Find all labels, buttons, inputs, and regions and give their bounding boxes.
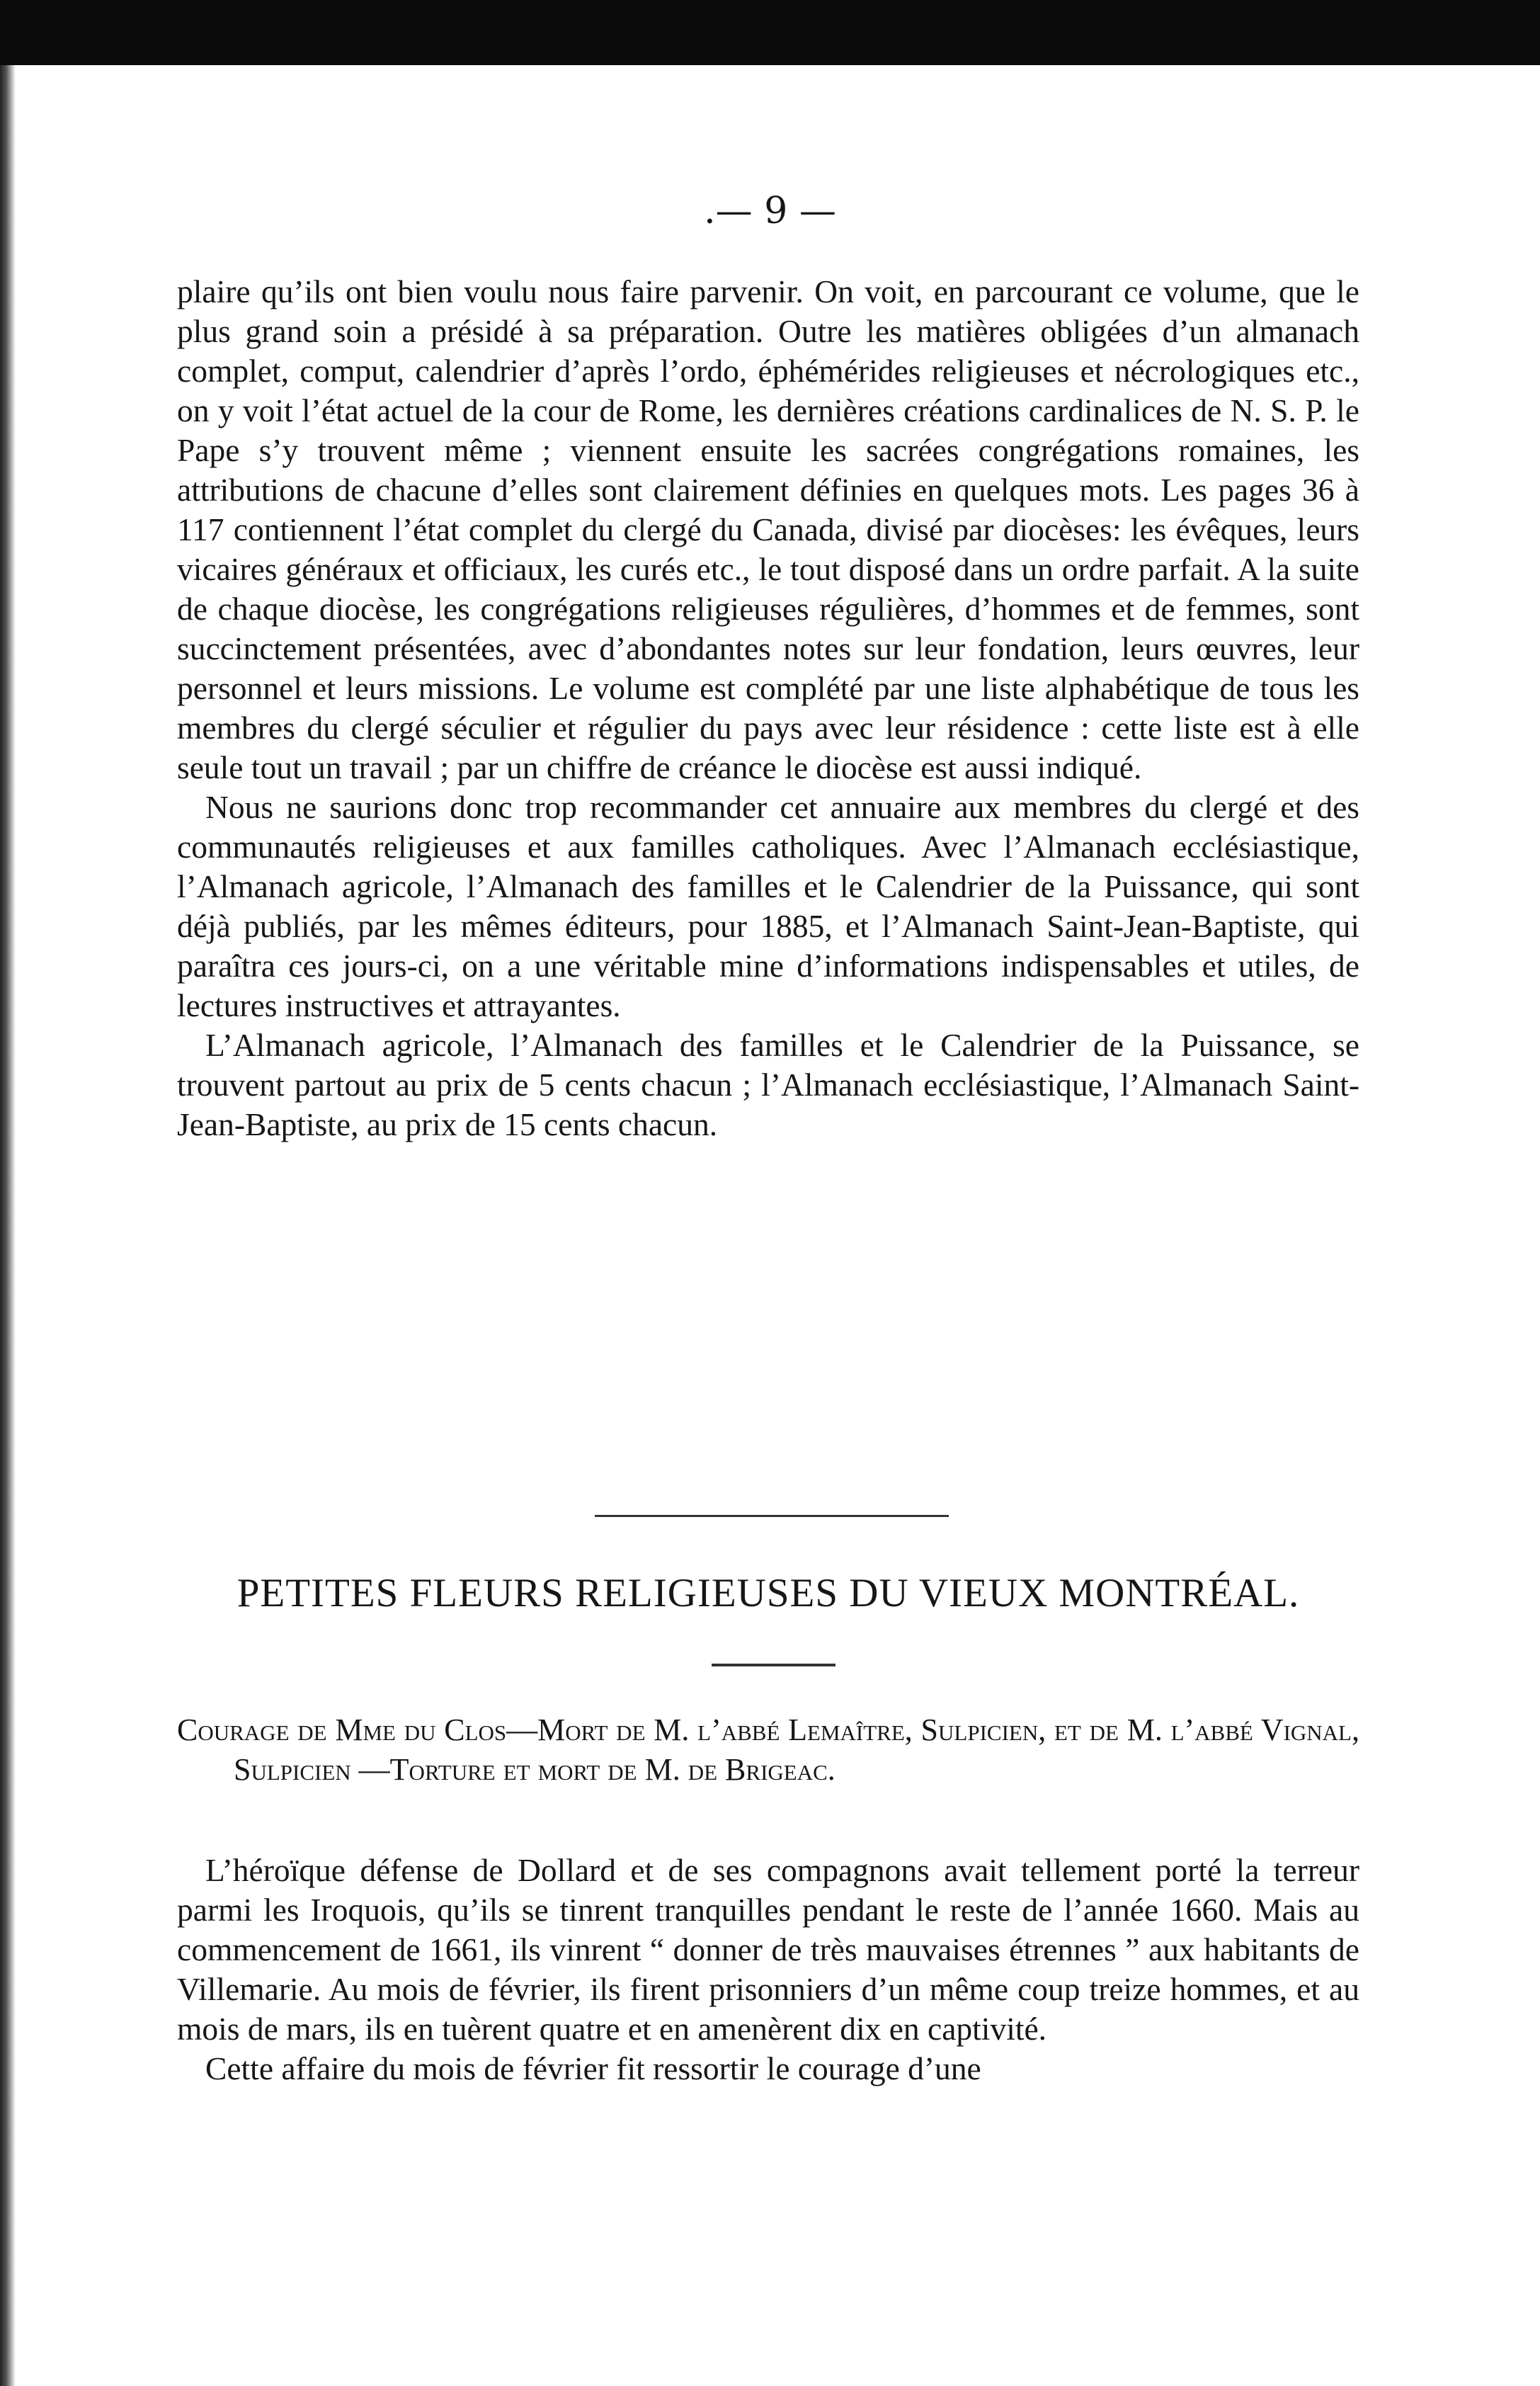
page-number: .— 9 —: [704, 190, 836, 232]
body-paragraph-2: Cette affaire du mois de février fit ressortir le courage d’une: [205, 2050, 981, 2086]
body-paragraph-1: L’héroïque défense de Dollard et de ses compagnons avait tellement porté la terreur parmi les Iroquois, qu’ils se tinrent tranquilles pendant le reste de l’année 1660. Mais au commencement de 1661, ils vinrent “ donner de très mauvaises étrennes ” aux habitants de Villemarie. Au mois de février, ils firent prisonniers d’un même coup treize hommes, et au mois de mars, ils en tuèrent quatre et en amenèrent dix en captivité.: [177, 1852, 1359, 2047]
review-paragraph-3: L’Almanach agricole, l’Almanach des familles et le Calendrier de la Puissance, se trouvent partout au prix de 5 cents chacun ; l’Almanach ecclésiastique, l’Almanach Saint-Jean-Baptiste, au prix de 15 cents chacun.: [177, 1027, 1359, 1142]
section-divider: [595, 1515, 949, 1517]
article-body-text: [177, 1851, 1359, 2089]
scan-left-edge: [0, 65, 16, 2386]
article-summary: Courage de Mme du Clos—Mort de M. l’abbé Lemaître, Sulpicien, et de M. l’abbé Vignal, Sulpicien —Torture et mort de M. de Brigeac.: [177, 1712, 1359, 1787]
review-paragraph-2: Nous ne saurions donc trop recommander cet annuaire aux membres du clergé et des communautés religieuses et aux familles catholiques. Avec l’Almanach ecclésiastique, l’Almanach agricole, l’Almanach des familles et le Calendrier de la Puissance, qui sont déjà publiés, par les mêmes éditeurs, pour 1885, et l’Almanach Saint-Jean-Baptiste, qui paraîtra ces jours-ci, on a une véritable mine d’informations indispensables et utiles, de lectures instructives et attrayantes.: [177, 789, 1359, 1023]
scan-top-edge: [0, 0, 1540, 65]
review-paragraph-1: plaire qu’ils ont bien voulu nous faire parvenir. On voit, en parcourant ce volume, que le plus grand soin a présidé à sa préparation. Outre les matières obligées d’un almanach complet, comput, calendrier d’après l’ordo, éphémérides religieuses et nécrologiques etc., on y voit l’état actuel de la cour de Rome, les dernières créations cardinalices de N. S. P. le Pape s’y trouvent même ; viennent ensuite les sacrées congrégations romaines, les attributions de chacune d’elles sont clairement définies en quelques mots. Les pages 36 à 117 contiennent l’état complet du clergé du Canada, divisé par diocèses: les évêques, leurs vicaires généraux et officiaux, les curés etc., le tout disposé dans un ordre parfait. A la suite de chaque diocèse, les congrégations religieuses régulières, d’hommes et de femmes, sont succinctement présentées, avec d’abondantes notes sur leur fondation, leurs œuvres, leur personnel et leurs missions. Le volume est complété par une liste alphabétique de tous les membres du clergé séculier et régulier du pays avec leur résidence : cette liste est à elle seule tout un travail ; par un chiffre de créance le diocèse est aussi indiqué.: [177, 273, 1359, 785]
article-title: PETITES FLEURS RELIGIEUSES DU VIEUX MONTRÉAL.: [236, 1571, 1300, 1615]
article-review-text: [177, 272, 1359, 1144]
title-ornament-rule: [712, 1664, 835, 1666]
